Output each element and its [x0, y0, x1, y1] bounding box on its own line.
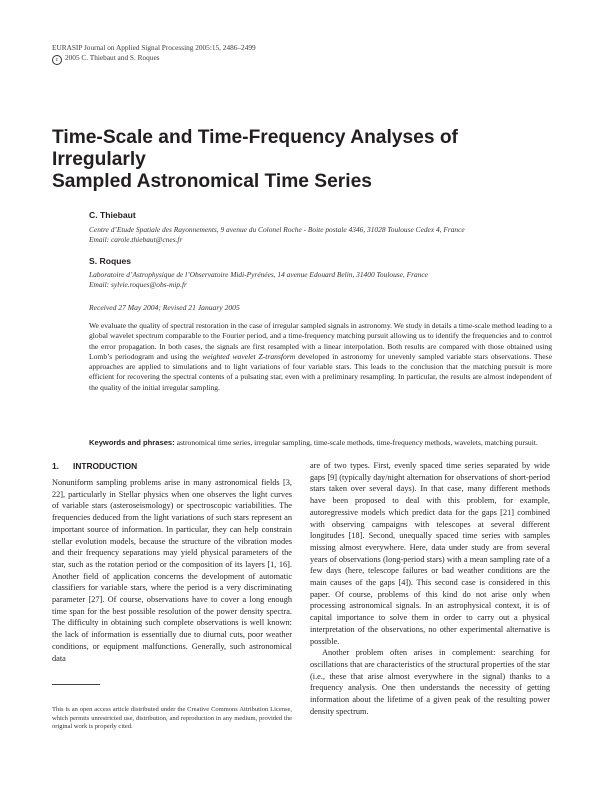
- author-email: Email: sylvie.roques@obs-mip.fr: [89, 280, 187, 289]
- abstract-text: We evaluate the quality of spectral restoration in the case of irregular sampled signals in astronomy. We study in details a time-scale method leading to a global wavelet spectrum comparable to the Fourier period, and a time-frequency matching pursuit allowing us to identify the frequencies and to control the error propagation. In both cases, the signals are first resampled with a linear interpolation. Both results are compared with those obtained using Lomb’s periodogram and using the: [89, 321, 552, 361]
- paper-title-line1: Time-Scale and Time-Frequency Analyses of Irregularly: [52, 127, 458, 170]
- body-column-right: [310, 460, 550, 717]
- paper-title: [52, 127, 552, 193]
- author-affiliation: [89, 270, 559, 290]
- copyright-line: [52, 53, 160, 65]
- received-dates: Received 27 May 2004; Revised 21 January 2005: [89, 303, 240, 312]
- author-name: C. Thiebaut: [89, 210, 136, 220]
- copyright-icon: c: [52, 55, 62, 65]
- abstract: [89, 321, 552, 393]
- footnote-rule: [52, 684, 100, 685]
- author-affiliation: [89, 225, 559, 245]
- section-number: 1.: [52, 461, 59, 471]
- body-paragraph: Another problem often arises in complement: searching for oscillations that are characteristics of the structural properties of the star (i.e., these that arise almost everywhere in the signal) thanks to a frequency analysis. One then understands the necessity of getting information about the lifetime of a given peak of the resulting power density spectrum.: [310, 648, 550, 716]
- keywords-label: Keywords and phrases:: [89, 438, 175, 447]
- affiliation-text: Centre d’Etude Spatiale des Rayonnements, 9 avenue du Colonel Roche - Boite postale 4346, 31028 Toulouse Cedex 4, France: [89, 225, 465, 234]
- keywords-text: astronomical time series, irregular sampling, time-scale methods, time-frequency methods, wavelets, matching pursuit.: [176, 438, 538, 447]
- copyright-text: 2005 C. Thiebaut and S. Roques: [65, 53, 160, 62]
- abstract-text: developed in astronomy for unevenly sampled variable stars observations. These approaches are applied to simulations and to light variations of four variable stars. This leads to the conclusion that the matching pursuit is more efficient for recovering the spectral contents of a pulsating star, even with a preliminary resampling. In particular, the results are almost independent of the quality of the initial irregular sampling.: [89, 351, 552, 392]
- body-column-left: Nonuniform sampling problems arise in many astronomical fields [3, 22], particularly in Stellar physics when one observes the light curves of variable stars (asteroseismology) or spectroscopic variabilities. The frequencies deduced from the light variations of such stars represent an important source of information. In particular, they can help constrain stellar evolution models, because the structure of the vibration modes and their frequency separations may yield physical parameters of the star, such as the rotation period or the composition of its layers [1, 16]. Another field of application concerns the development of automatic classifiers for variable stars, where the period is a very discriminating parameter [27]. Of course, observations have to cover a long enough time span for the best possible resolution of the power density spectra. The difficulty in obtaining such complete observations is well known: the lack of information is essentially due to diurnal cuts, poor weather conditions, or equipment malfunctions. Generally, such astronomical data: [52, 478, 292, 663]
- author-email: Email: carole.thiebaut@cnes.fr: [89, 235, 183, 244]
- journal-header: EURASIP Journal on Applied Signal Processing 2005:15, 2486–2499: [52, 43, 256, 52]
- affiliation-text: Laboratoire d’Astrophysique de l’Observatoire Midi-Pyrénées, 14 avenue Edouard Belin, 31400 Toulouse, France: [89, 270, 428, 279]
- footnote: This is an open access article distributed under the Creative Commons Attribution License, which permits unrestricted use, distribution, and reproduction in any medium, provided the original work is properly cited.: [52, 706, 292, 731]
- abstract-emphasis: weighted wavelet Z-transform: [202, 351, 296, 361]
- body-paragraph: are of two types. First, evenly spaced time series separated by wide gaps [9] (typically day/night alternation for observations of short-period stars taken over several days). In that case, many different methods have been proposed to deal with this problem, for example, autoregressive models which predict data for the gaps [21] combined with observing campaigns with telescopes at several different longitudes [18]. Second, unequally spaced time series with samples missing almost everywhere. Here, data under study are from several years of observations (long-period stars) with a mean sampling rate of a few days (here, telescope failures or bad weather conditions are the main causes of the gaps [4]). This second case is considered in this paper. Of course, problems of this kind do not arise only when processing astronomical signals. In an astrophysical context, it is of capital importance to solve them in order to carry out a physical interpretation of the observations, no other experimental alternative is possible.: [310, 461, 550, 646]
- section-title: INTRODUCTION: [73, 461, 138, 471]
- section-heading: [52, 461, 137, 471]
- author-name: S. Roques: [89, 256, 132, 266]
- paper-title-line2: Sampled Astronomical Time Series: [52, 171, 372, 192]
- keywords: [89, 438, 552, 448]
